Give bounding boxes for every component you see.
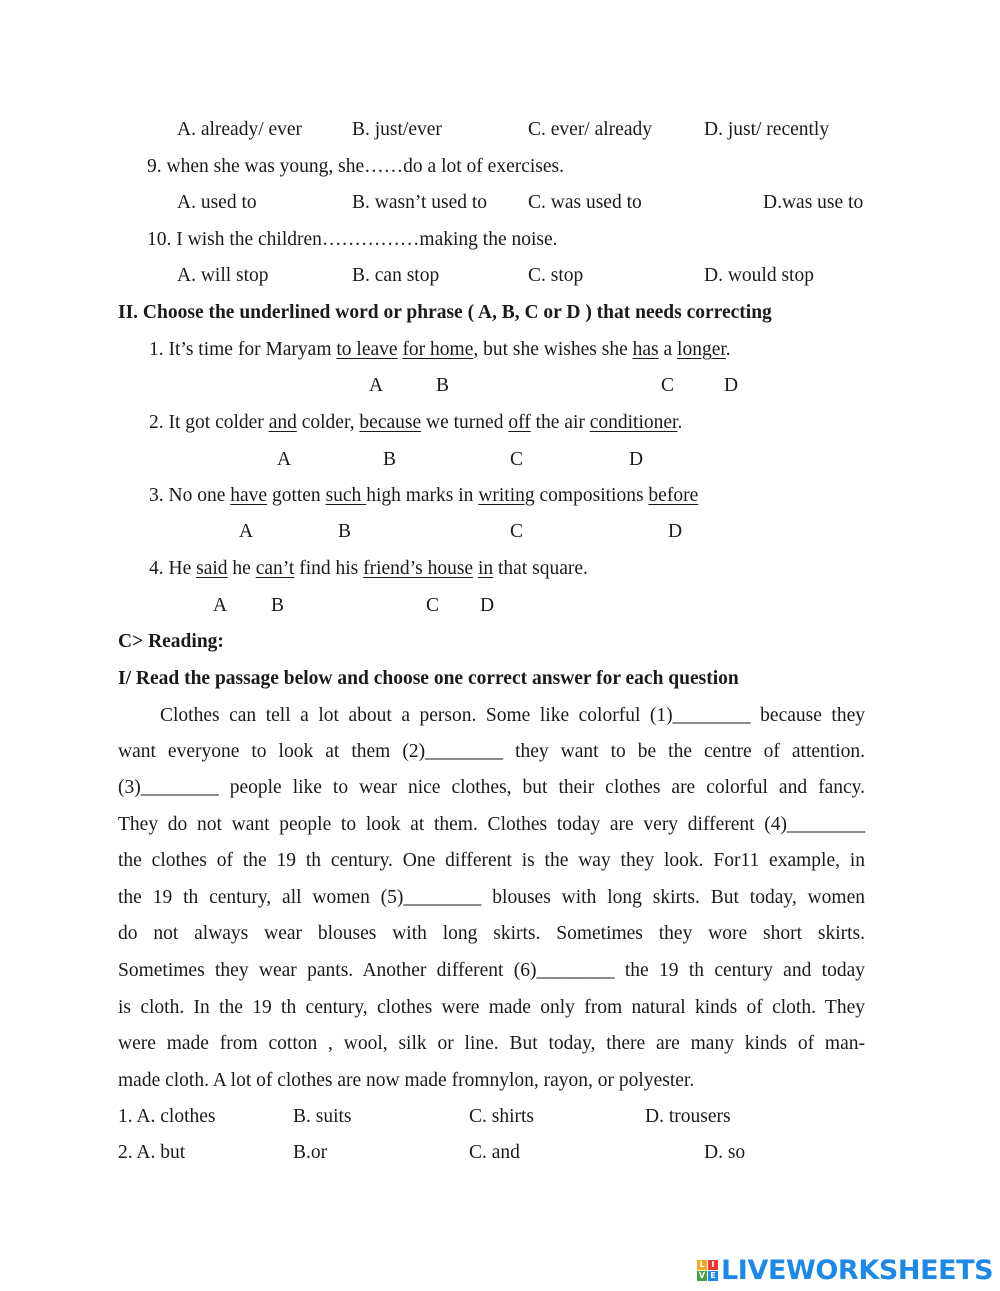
s2-letter-d: D	[629, 449, 644, 470]
q9-option-c: C. was used to	[528, 192, 642, 213]
s4-letter-c: C	[426, 595, 440, 616]
s1-letter-a: A	[369, 375, 384, 396]
reading-q1-option-c: C. shirts	[469, 1106, 535, 1127]
s1-letter-d: D	[724, 375, 739, 396]
q9-option-b: B. wasn’t used to	[352, 192, 488, 213]
error-sentence-1: 1. It’s time for Maryam to leave for home, but she wishes she has a longer.	[149, 339, 731, 360]
s3-letter-b: B	[338, 521, 352, 542]
s2-letter-c: C	[510, 449, 524, 470]
q10-option-b: B. can stop	[352, 265, 440, 286]
section-2-title: II. Choose the underlined word or phrase ( A, B, C or D ) that needs correcting	[118, 302, 772, 323]
passage-line: the clothes of the 19 th century. One different is the way they look. For11 example, in	[118, 850, 865, 871]
passage-line: is cloth. In the 19 th century, clothes were made only from natural kinds of cloth. They	[118, 997, 865, 1018]
error-sentence-4: 4. He said he can’t find his friend’s house in that square.	[149, 558, 588, 579]
error-sentence-3: 3. No one have gotten such high marks in writing compositions before	[149, 485, 699, 506]
s2-letter-b: B	[383, 449, 397, 470]
q8-option-a: A. already/ ever	[177, 119, 303, 140]
s1-letter-c: C	[661, 375, 675, 396]
reading-q1-option-d: D. trousers	[645, 1106, 731, 1127]
passage-line: They do not want people to look at them. Clothes today are very different (4)________	[118, 814, 865, 835]
q8-option-d: D. just/ recently	[704, 119, 830, 140]
s3-letter-a: A	[239, 521, 254, 542]
s1-letter-b: B	[436, 375, 450, 396]
q9-stem: 9. when she was young, she……do a lot of exercises.	[147, 156, 564, 177]
q10-option-d: D. would stop	[704, 265, 814, 286]
logo-block: E	[708, 1271, 718, 1281]
reading-q2-option-c: C. and	[469, 1142, 520, 1163]
s4-letter-a: A	[213, 595, 228, 616]
s3-letter-c: C	[510, 521, 524, 542]
passage-line: do not always wear blouses with long skirts. Sometimes they wore short skirts.	[118, 923, 865, 944]
passage-line: (3)________ people like to wear nice clothes, but their clothes are colorful and fancy.	[118, 777, 865, 798]
passage-line: the 19 th century, all women (5)________ blouses with long skirts. But today, women	[118, 887, 865, 908]
logo-block: I	[708, 1260, 718, 1270]
logo-block: V	[698, 1270, 706, 1280]
s4-letter-b: B	[271, 595, 285, 616]
error-sentence-2: 2. It got colder and colder, because we turned off the air conditioner.	[149, 412, 683, 433]
q8-option-c: C. ever/ already	[528, 119, 652, 140]
liveworksheets-logo[interactable]	[697, 1255, 993, 1285]
q8-option-b: B. just/ever	[352, 119, 442, 140]
logo-block: L	[697, 1260, 707, 1270]
s2-letter-a: A	[277, 449, 292, 470]
logo-text: LIVEWORKSHEETS	[721, 1254, 994, 1286]
reading-q1-option-a: 1. A. clothes	[118, 1106, 216, 1127]
reading-instruction: I/ Read the passage below and choose one correct answer for each question	[118, 668, 739, 689]
passage-line: Clothes can tell a lot about a person. Some like colorful (1)________ because they	[160, 705, 865, 726]
reading-heading: C> Reading:	[118, 631, 224, 652]
logo-blocks-icon	[697, 1260, 718, 1281]
reading-q2-option-a: 2. A. but	[118, 1142, 186, 1163]
reading-q2-option-d: D. so	[704, 1142, 746, 1163]
passage-line: Sometimes they wear pants. Another different (6)________ the 19 th century and today	[118, 960, 865, 981]
passage-line: want everyone to look at them (2)________ they want to be the centre of attention.	[118, 741, 865, 762]
passage-line: made cloth. A lot of clothes are now made fromnylon, rayon, or polyester.	[118, 1070, 695, 1091]
reading-q1-option-b: B. suits	[293, 1106, 352, 1127]
s4-letter-d: D	[480, 595, 495, 616]
q10-option-c: C. stop	[528, 265, 584, 286]
reading-q2-option-b: B.or	[293, 1142, 328, 1163]
q9-option-d: D.was use to	[763, 192, 864, 213]
s3-letter-d: D	[668, 521, 683, 542]
q10-option-a: A. will stop	[177, 265, 269, 286]
passage-line: were made from cotton , wool, silk or line. But today, there are many kinds of man-	[118, 1033, 865, 1054]
q10-stem: 10. I wish the children……………making the noise.	[147, 229, 558, 250]
q9-option-a: A. used to	[177, 192, 257, 213]
